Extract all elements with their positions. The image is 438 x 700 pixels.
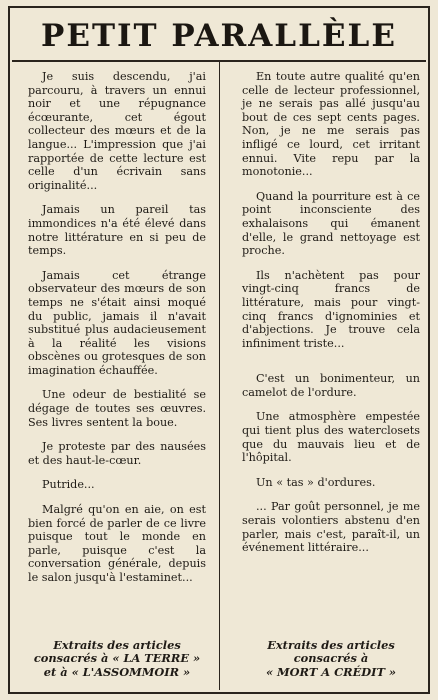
left-footer-line-3: et à « L'ASSOMMOIR »: [43, 665, 191, 680]
right-column-footer: [242, 639, 420, 680]
left-paragraph-5: Je proteste par des nausées et des haut-le-cœur.: [28, 440, 206, 467]
left-paragraph-1: Je suis descendu, j'ai parcouru, à travers un ennui noir et une répugnance écœurante, cet égout collecteur des mœurs et de la langue... L'impression que j'ai rapportée de cette lecture est celle d'un écrivain sans originalité...: [28, 70, 206, 192]
right-paragraph-6: Un « tas » d'ordures.: [256, 475, 376, 489]
left-paragraph-3: Jamais cet étrange observateur des mœurs de son temps ne s'était ainsi moqué du public, jamais il n'avait substitué plus audacieusement à la réalité les visions obscènes ou grotesques de son imagination échauffée.: [28, 268, 206, 377]
right-paragraph-1: En toute autre qualité qu'en celle de lecteur professionnel, je ne serais pas allé jusqu'au bout de ces sept cents pages. Non, je ne me serais pas infligé ce lourd, cet irritant ennui. Vite repu par la monotonie...: [242, 70, 420, 179]
left-footer-line-2: consacrés à « LA TERRE »: [33, 651, 201, 666]
right-paragraph-5: Une atmosphère empestée qui tient plus des waterclosets que du mauvais lieu et de l'hôpital.: [242, 410, 420, 465]
left-paragraph-2: Jamais un pareil tas immondices n'a été élevé dans notre littérature en si peu de temps.: [28, 203, 206, 258]
right-footer-line-3: « MORT A CRÉDIT »: [265, 665, 397, 680]
right-footer-line-1: Extraits des articles: [267, 637, 395, 652]
left-paragraph-6: Putride...: [42, 478, 95, 492]
right-column: [242, 70, 420, 566]
right-paragraph-2: Quand la pourriture est à ce point inconsciente des exhalaisons qui émanent d'elle, le grand nettoyage est proche.: [242, 189, 420, 258]
left-footer-line-1: Extraits des articles: [53, 637, 181, 652]
right-paragraph-4: C'est un bonimenteur, un camelot de l'ordure.: [242, 372, 420, 399]
left-column-footer: [28, 639, 206, 680]
left-column: [28, 70, 206, 596]
page-title: PETIT PARALLÈLE: [41, 18, 397, 54]
right-paragraph-3: Ils n'achètent pas pour vingt-cinq francs de littérature, mais pour vingt-cinq francs d'ignominies et d'abjections. Je trouve cela infiniment triste...: [242, 268, 420, 350]
left-paragraph-4: Une odeur de bestialité se dégage de toutes ses œuvres. Ses livres sentent la boue.: [28, 388, 206, 429]
left-paragraph-7: Malgré qu'on en aie, on est bien forcé de parler de ce livre puisque tout le monde en parle, puisque c'est la conversation générale, depuis le salon jusqu'à l'estaminet...: [28, 503, 206, 584]
right-footer-line-2: consacrés à: [293, 651, 369, 666]
right-paragraph-7: ... Par goût personnel, je me serais volontiers abstenu d'en parler, mais c'est, paraît-il, un événement littéraire...: [242, 500, 420, 555]
column-divider: [219, 62, 220, 690]
